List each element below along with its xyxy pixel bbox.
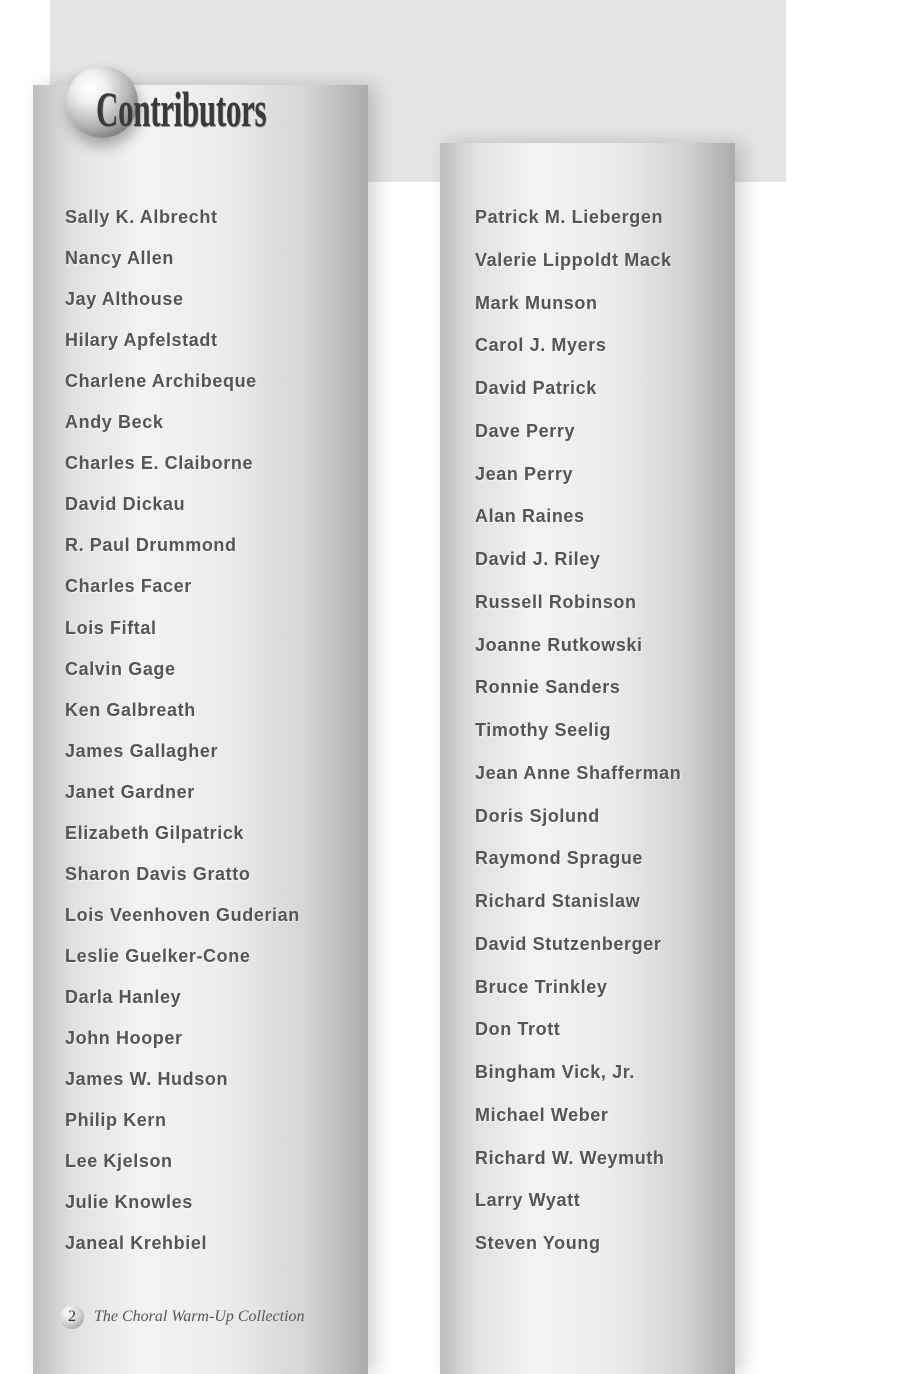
contributor-name: Janet Gardner xyxy=(65,781,195,802)
contributor-name: Leslie Guelker-Cone xyxy=(65,945,251,966)
contributor-name: Richard W. Weymuth xyxy=(475,1147,665,1168)
book-title: The Choral Warm-Up Collection xyxy=(94,1308,305,1325)
contributor-name: Bingham Vick, Jr. xyxy=(475,1062,635,1082)
page-footer xyxy=(60,1304,305,1330)
contributor-name: James W. Hudson xyxy=(65,1069,229,1090)
contributor-name: David J. Riley xyxy=(475,549,601,569)
contributor-name: Lois Fiftal xyxy=(65,617,157,638)
contributor-name: Alan Raines xyxy=(475,506,585,527)
contributor-name: Hilary Apfelstadt xyxy=(65,330,218,351)
contributor-name: John Hooper xyxy=(65,1028,183,1048)
contributor-name: Steven Young xyxy=(475,1233,601,1253)
contributor-name: Russell Robinson xyxy=(475,591,637,612)
contributor-name: Jean Perry xyxy=(475,463,574,484)
contributor-name: Charles E. Claiborne xyxy=(65,453,254,474)
contributor-name: R. Paul Drummond xyxy=(65,535,237,556)
contributor-name: Charlene Archibeque xyxy=(65,371,257,392)
contributor-name: Dave Perry xyxy=(475,420,576,441)
contributor-name: Michael Weber xyxy=(475,1104,609,1125)
contributor-name: Charles Facer xyxy=(65,576,192,597)
left-column-band xyxy=(33,85,368,1374)
contributor-name: Lois Veenhoven Guderian xyxy=(65,904,300,925)
contributor-name: Julie Knowles xyxy=(65,1192,193,1213)
contributor-name: David Stutzenberger xyxy=(475,933,662,954)
contributor-name: Andy Beck xyxy=(65,412,164,433)
contributor-name: Jean Anne Shafferman xyxy=(475,762,682,783)
contributor-name: Richard Stanislaw xyxy=(475,891,641,911)
contributor-name: Doris Sjolund xyxy=(475,805,600,826)
contributor-name: Ronnie Sanders xyxy=(475,677,621,698)
contributor-name: Larry Wyatt xyxy=(475,1190,581,1211)
contributor-name: David Patrick xyxy=(475,378,597,398)
contributor-name: Raymond Sprague xyxy=(475,848,644,869)
contributor-name: Elizabeth Gilpatrick xyxy=(65,822,245,843)
contributor-name: James Gallagher xyxy=(65,740,219,761)
contributor-name: Philip Kern xyxy=(65,1110,167,1131)
contributor-name: Sharon Davis Gratto xyxy=(65,863,251,884)
contributor-name: Timothy Seelig xyxy=(475,720,612,740)
title-block xyxy=(66,66,326,156)
contributor-name: Joanne Rutkowski xyxy=(475,634,643,655)
page-title: Contributors xyxy=(96,81,267,137)
contributor-name: Carol J. Myers xyxy=(475,335,607,356)
contributor-name: Ken Galbreath xyxy=(65,699,196,720)
contributor-name: Mark Munson xyxy=(475,292,598,313)
contributor-name: Don Trott xyxy=(475,1019,561,1040)
contributor-name: Janeal Krehbiel xyxy=(65,1233,208,1254)
contributor-name: Calvin Gage xyxy=(65,658,176,679)
contributor-name: Jay Althouse xyxy=(65,289,184,310)
page-number: 2 xyxy=(60,1305,84,1329)
contributor-name: Bruce Trinkley xyxy=(475,976,608,997)
contributor-name: Darla Hanley xyxy=(65,986,182,1007)
contributor-name: Patrick M. Liebergen xyxy=(475,207,664,227)
contributor-name: Sally K. Albrecht xyxy=(65,207,218,227)
contributor-name: David Dickau xyxy=(65,494,186,515)
contributor-name: Valerie Lippoldt Mack xyxy=(475,249,672,270)
contributor-name: Lee Kjelson xyxy=(65,1151,173,1172)
contributor-name: Nancy Allen xyxy=(65,248,174,269)
